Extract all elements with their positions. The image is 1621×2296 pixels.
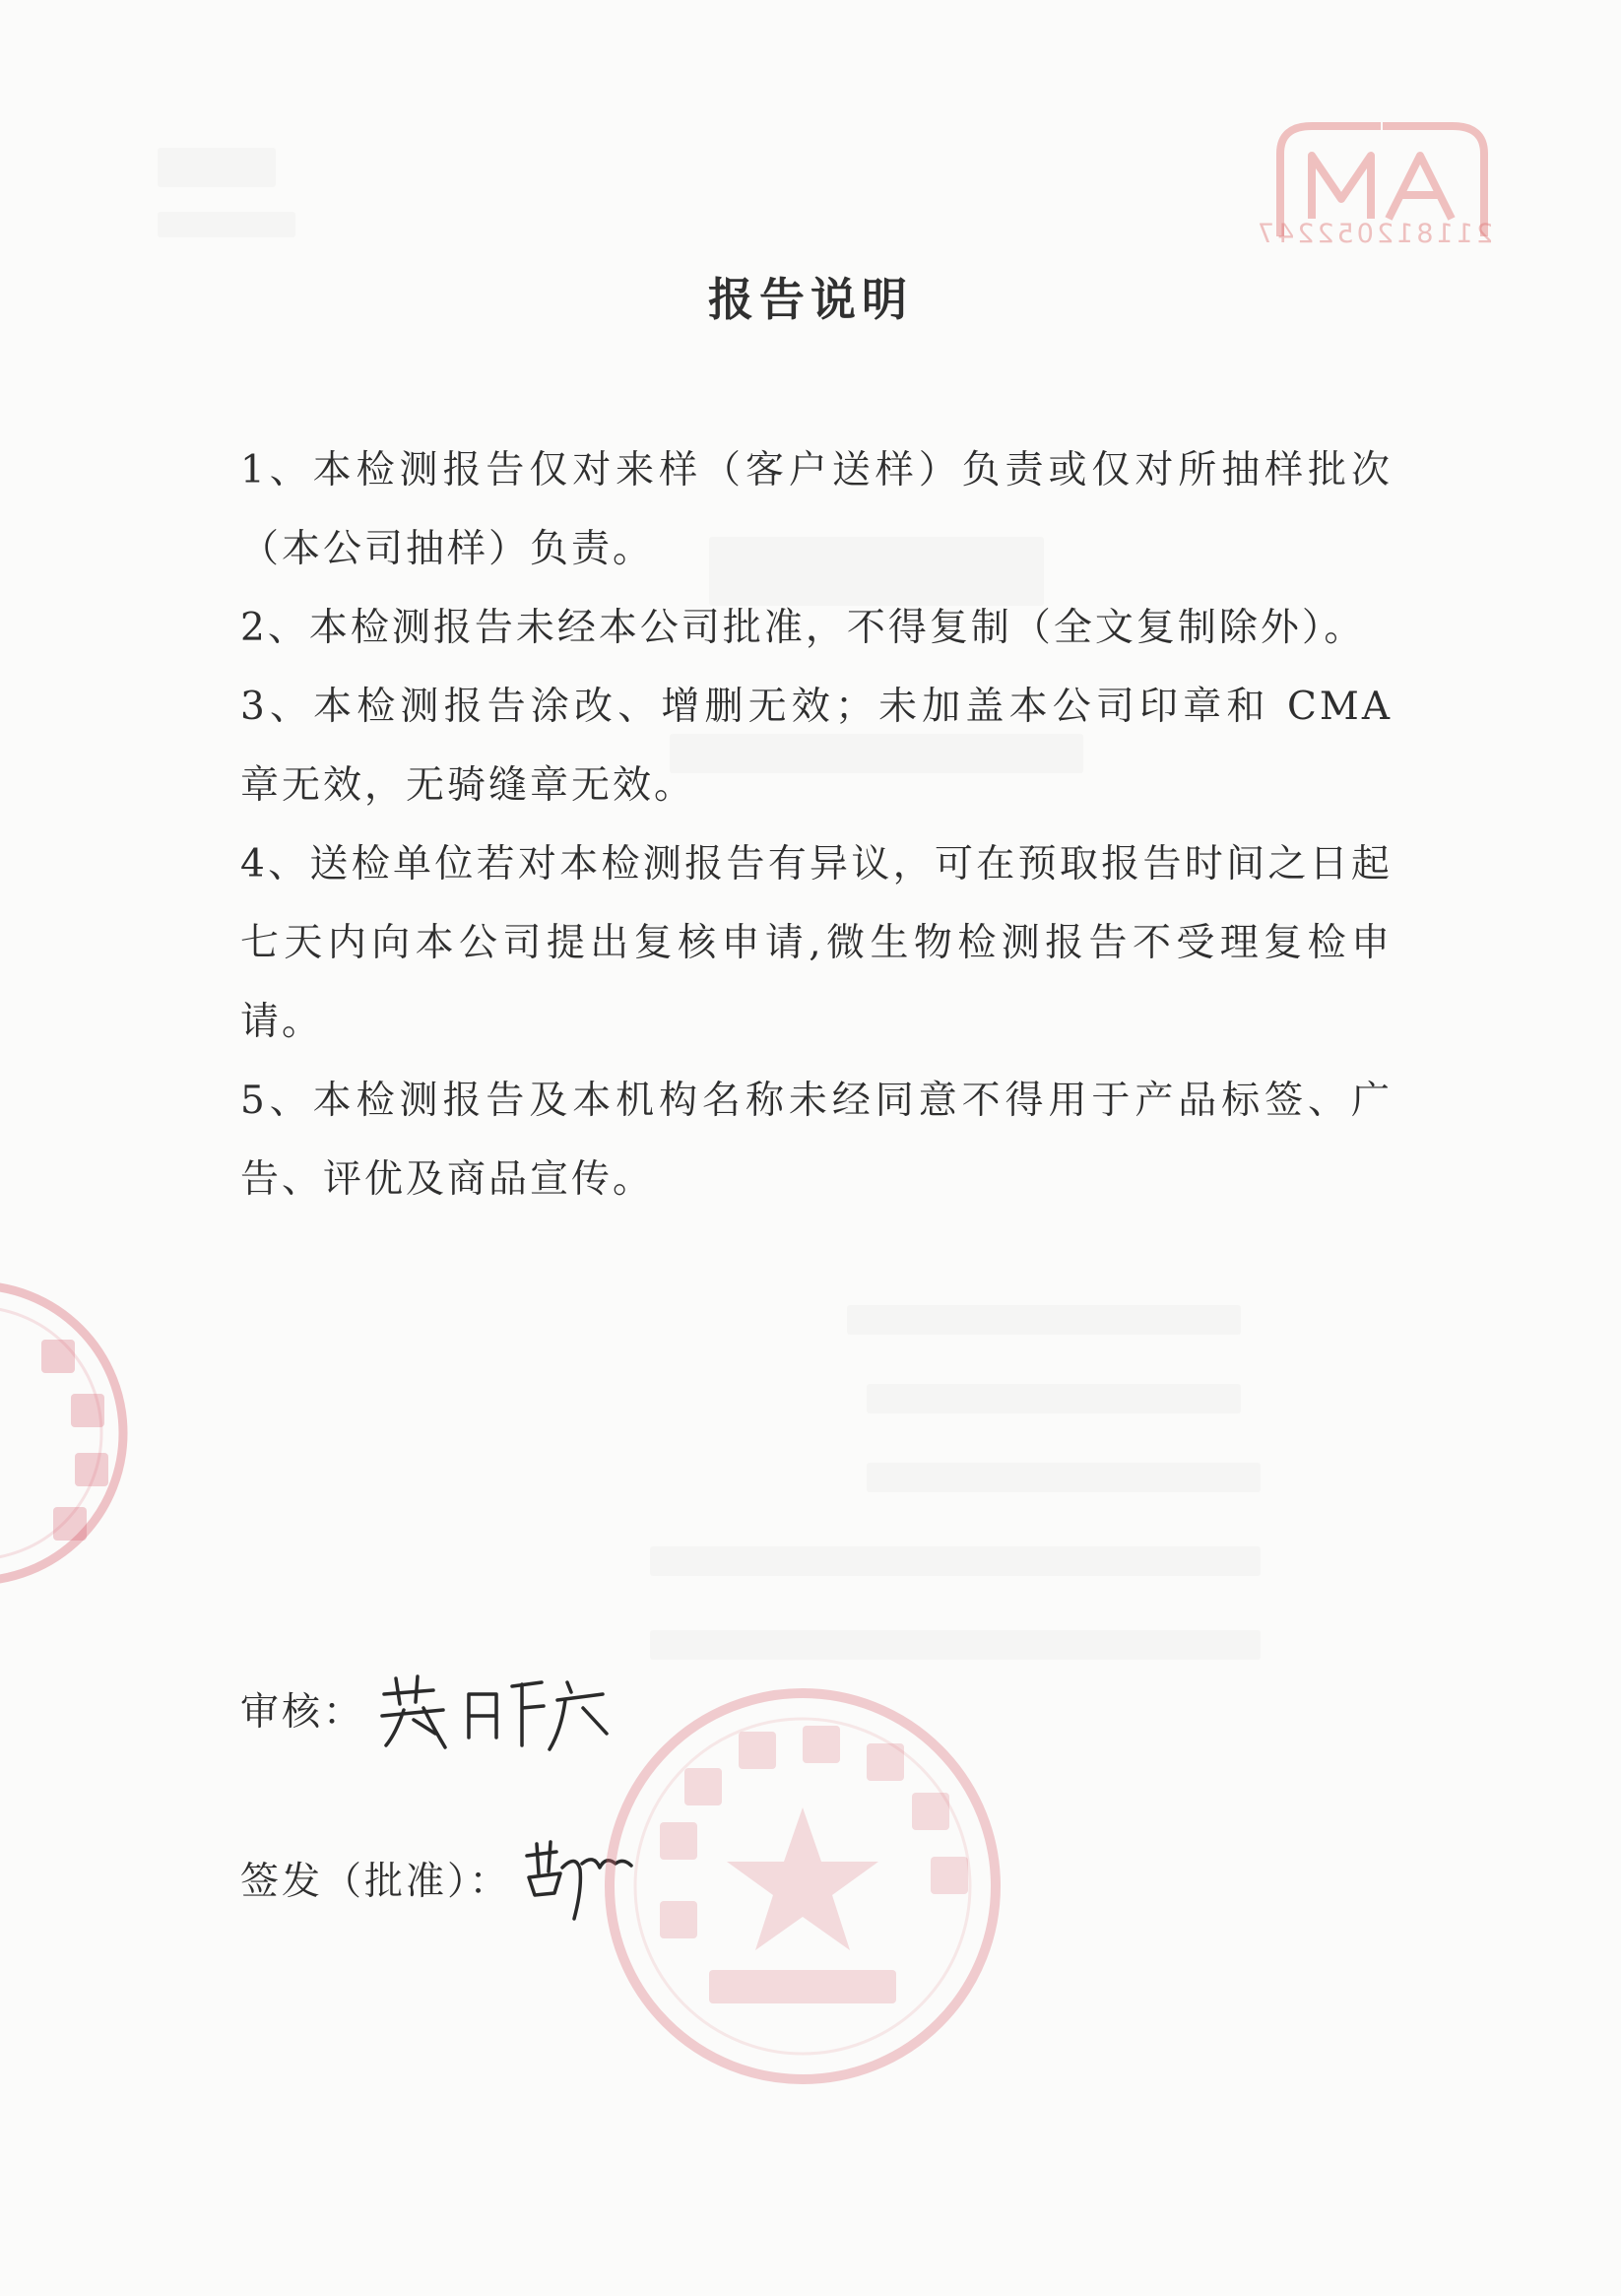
review-row: [240, 1665, 611, 1753]
bleed-through-mark: [867, 1463, 1261, 1492]
bleed-through-mark: [847, 1305, 1241, 1335]
clause-list: [240, 431, 1393, 1219]
review-label: 审核：: [240, 1690, 365, 1735]
clause-4: 4、送检单位若对本检测报告有异议，可在预取报告时间之日起七天内向本公司提出复核申请,微生物检测报告不受理复检申请。: [240, 842, 1393, 1044]
company-seal-center: [591, 1674, 1014, 2098]
issue-label: 签发（批准）：: [240, 1860, 511, 1904]
company-seal-left: [0, 1271, 138, 1596]
clause-3: 3、本检测报告涂改、增删无效；未加盖本公司印章和 CMA 章无效，无骑缝章无效。: [240, 685, 1393, 808]
bleed-through-mark: [867, 1384, 1241, 1413]
clause-2: 2、本检测报告未经本公司批准，不得复制（全文复制除外）。: [240, 606, 1366, 650]
page-title: 报告说明: [708, 273, 913, 326]
clause-1: 1、本检测报告仅对来样（客户送样）负责或仅对所抽样批次（本公司抽样）负责。: [240, 448, 1393, 571]
clause-5: 5、本检测报告及本机构名称未经同意不得用于产品标签、广告、评优及商品宣传。: [240, 1079, 1393, 1202]
issue-row: [240, 1834, 639, 1923]
cma-number: 211812052247: [1254, 219, 1493, 249]
reviewer-signature: [374, 1665, 611, 1753]
bleed-through-mark: [650, 1546, 1261, 1576]
bleed-through-mark: [158, 148, 276, 187]
bleed-through-mark: [650, 1630, 1261, 1660]
bleed-through-mark: [158, 212, 295, 237]
